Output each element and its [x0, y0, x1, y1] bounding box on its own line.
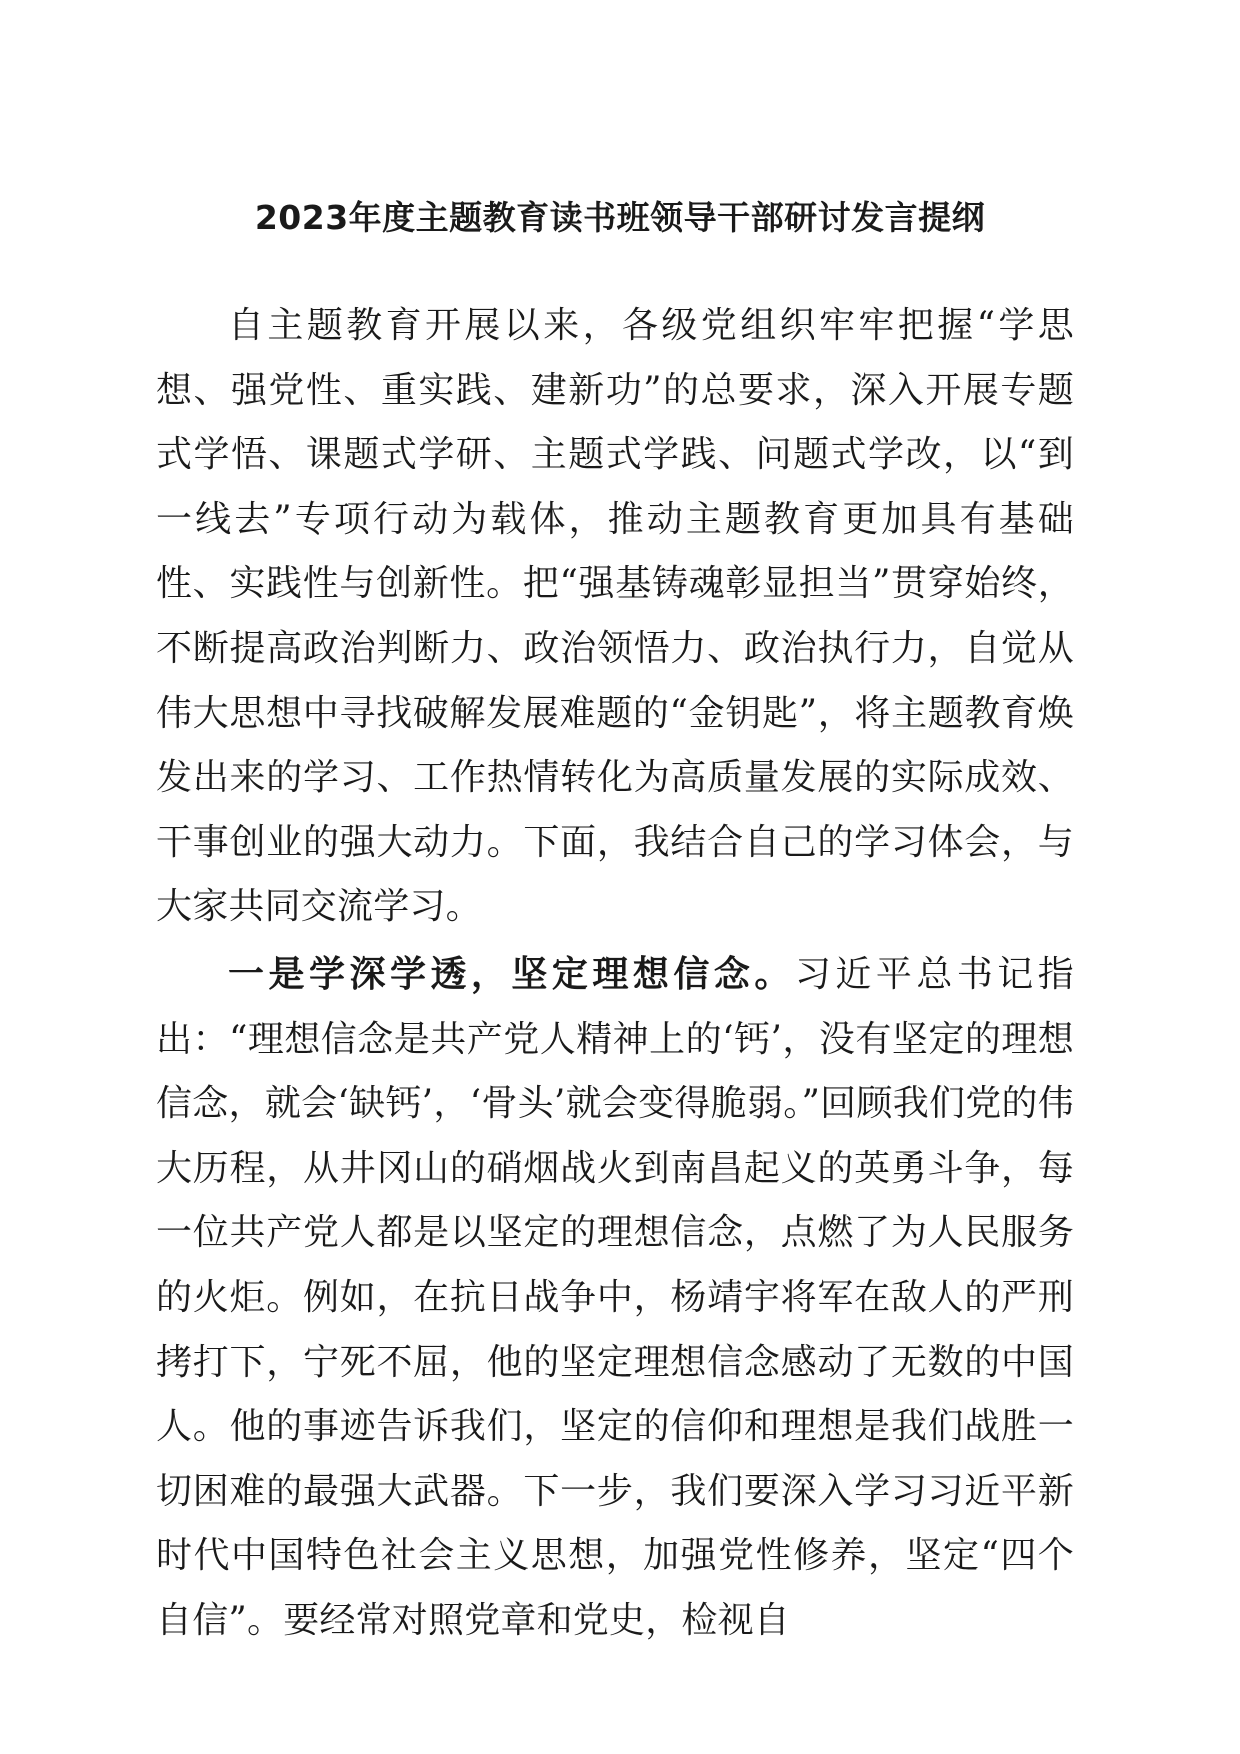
paragraph-text: 习近平总书记指出：“理想信念是共产党人精神上的‘钙’，没有坚定的理想信念，就会‘缺钙’，‘骨头’就会变得脆弱。”回顾我们党的伟大历程，从井冈山的硝烟战火到南昌起义的英勇斗争，每一位共产党人都是以坚定的理想信念，点燃了为人民服务的火炬。例如，在抗日战争中，杨靖宇将军在敌人的严刑拷打下，宁死不屈，他的坚定理想信念感动了无数的中国人。他的事迹告诉我们，坚定的信仰和理想是我们战胜一切困难的最强大武器。下一步，我们要深入学习习近平新时代中国特色社会主义思想，加强党性修养，坚定“四个自信”。要经常对照党章和党史，检视自: [156, 953, 1074, 1641]
paragraph-point-one: [156, 942, 1074, 1654]
paragraph-text: 自主题教育开展以来，各级党组织牢牢把握“学思想、强党性、重实践、建新功”的总要求，深入开展专题式学悟、课题式学研、主题式学践、问题式学改，以“到一线去”专项行动为载体，推动主题教育更加具有基础性、实践性与创新性。把“强基铸魂彰显担当”贯穿始终，不断提高政治判断力、政治领悟力、政治执行力，自觉从伟大思想中寻找破解发展难题的“金钥匙”，将主题教育焕发出来的学习、工作热情转化为高质量发展的实际成效、干事创业的强大动力。下面，我结合自己的学习体会，与大家共同交流学习。: [156, 305, 1074, 928]
paragraph-lead-heading: 一是学深学透，坚定理想信念。: [228, 952, 795, 995]
document-body: [156, 294, 1074, 1653]
document-title: 2023年度主题教育读书班领导干部研讨发言提纲: [254, 198, 986, 237]
paragraph-intro: [156, 294, 1074, 940]
